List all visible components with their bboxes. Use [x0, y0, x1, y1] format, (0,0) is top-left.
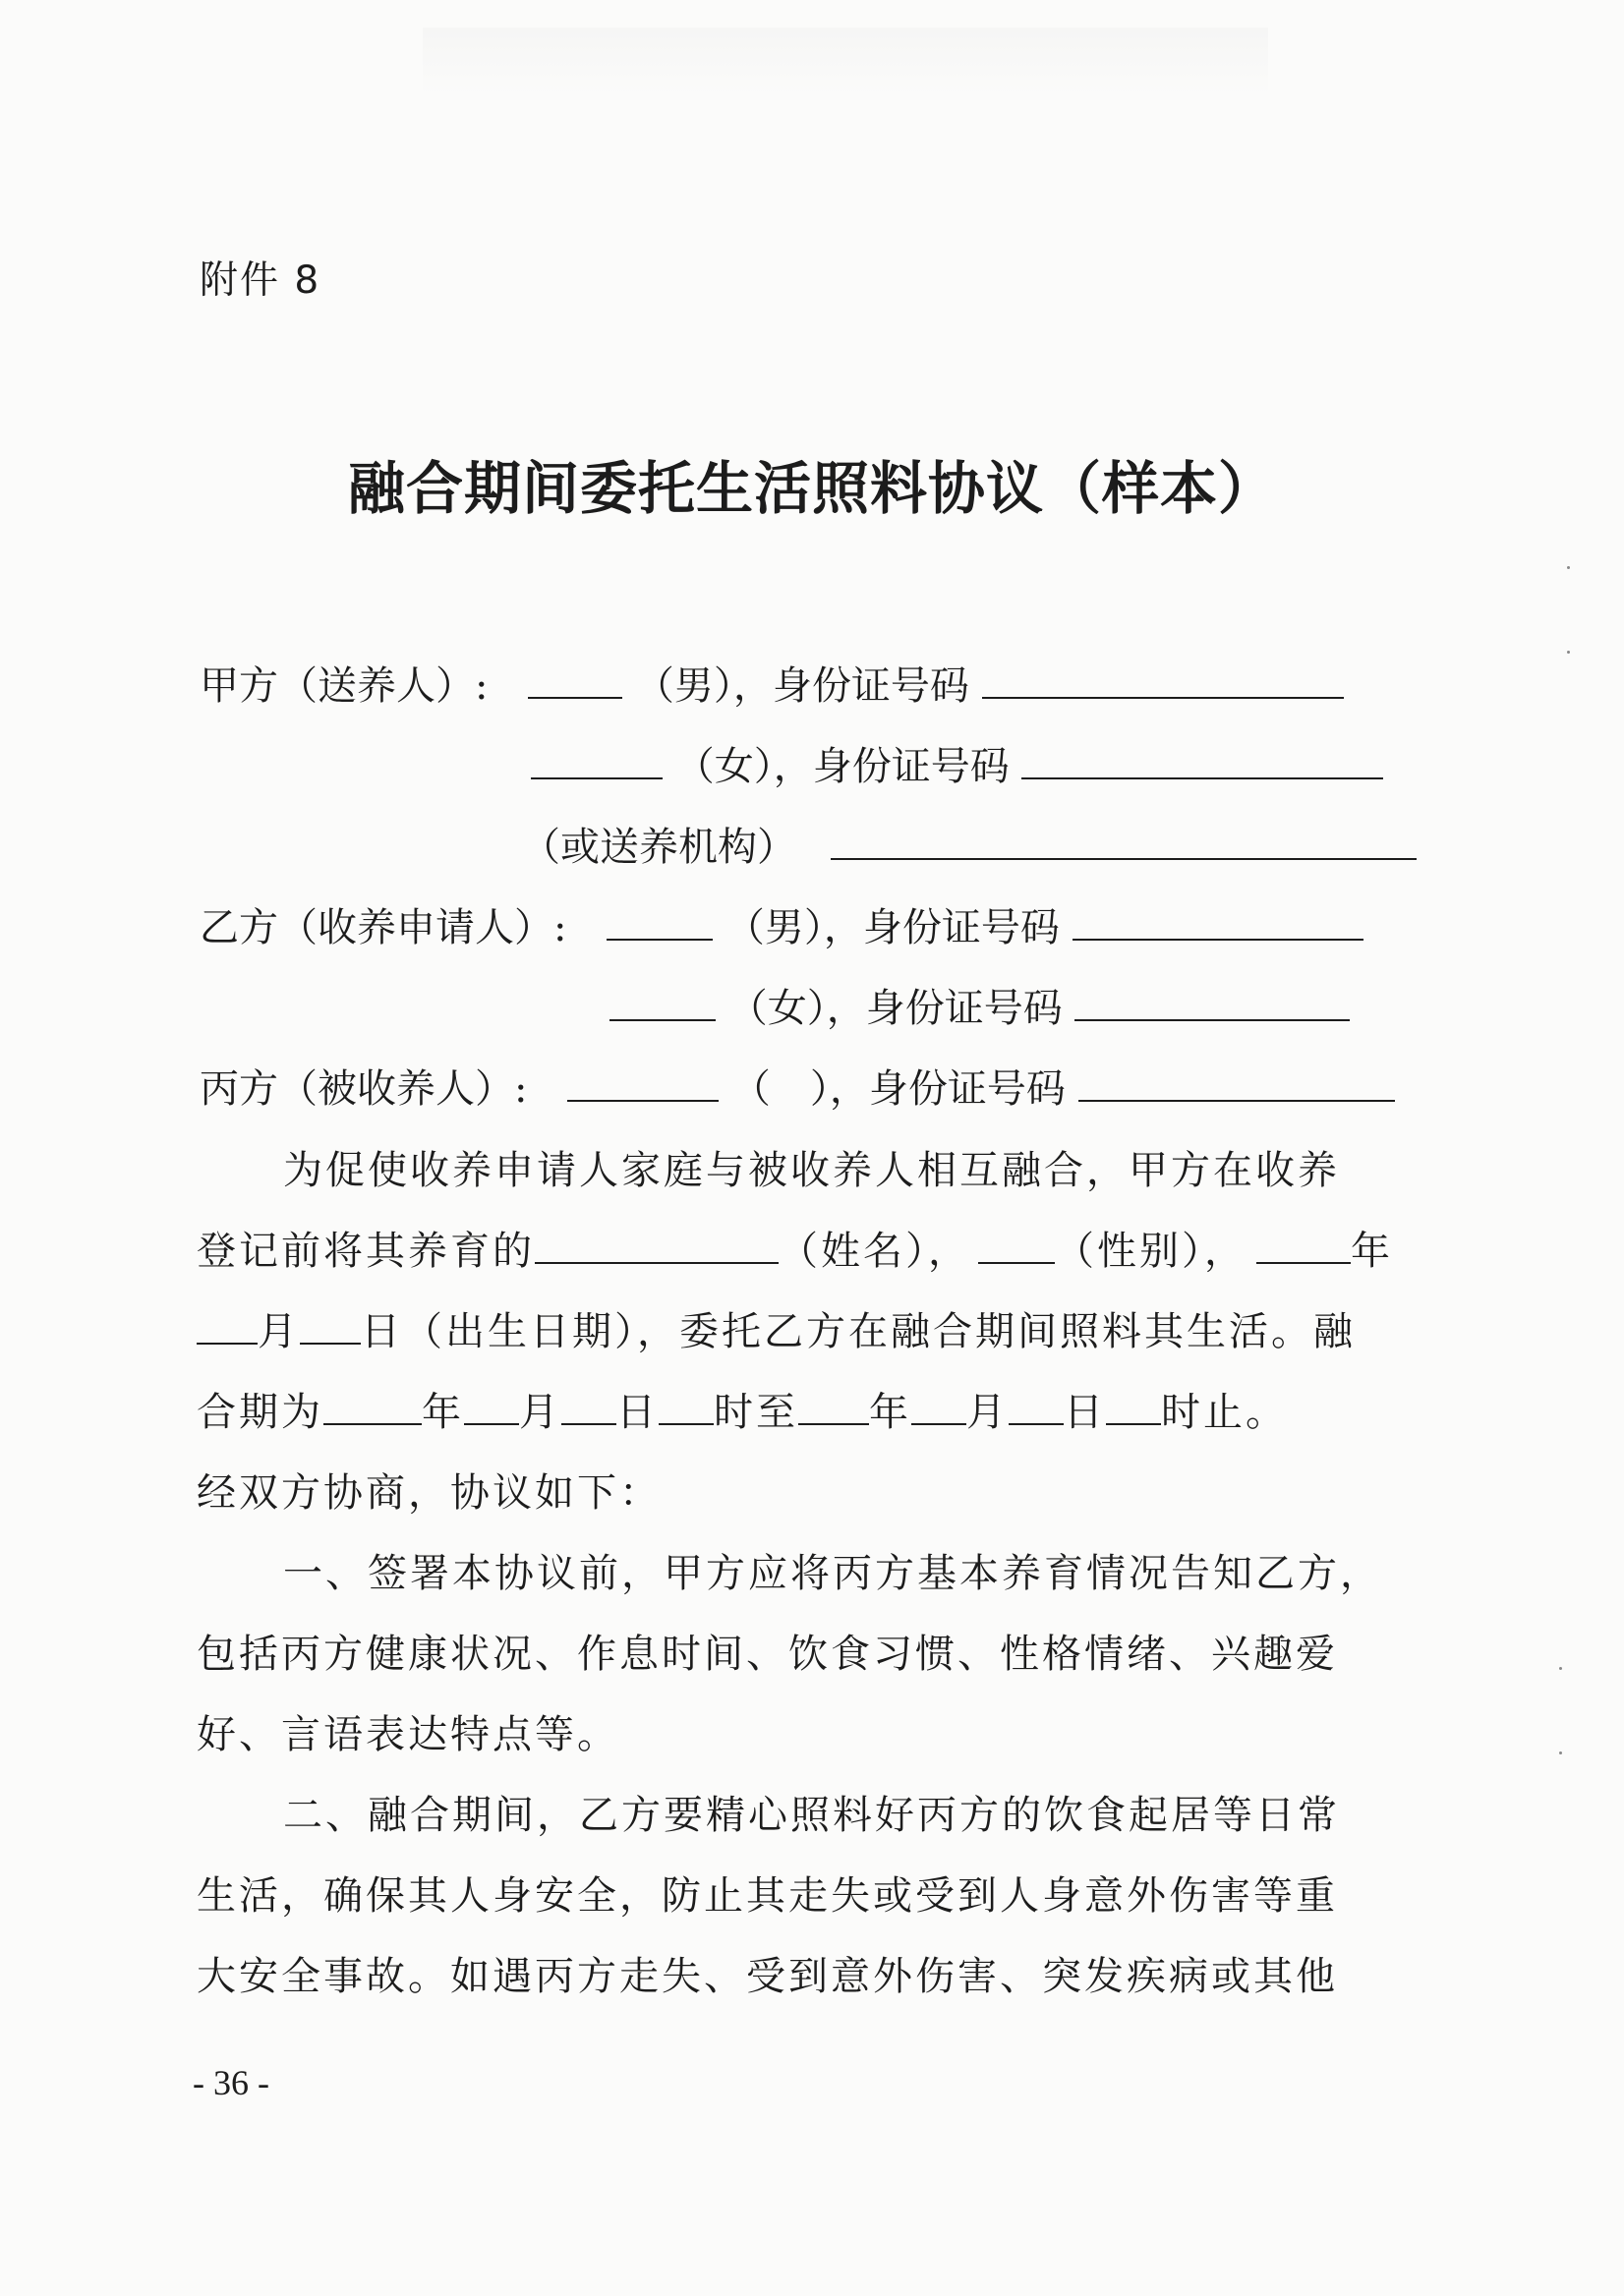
- intro-text: 月: [519, 1390, 561, 1435]
- party-b-row: [200, 898, 1363, 957]
- birth-year-blank[interactable]: [1256, 1261, 1351, 1264]
- party-c-label: 丙方（被收养人）:: [200, 1066, 528, 1112]
- start-month-blank[interactable]: [464, 1422, 519, 1425]
- intro-text: （姓名），: [779, 1229, 970, 1274]
- intro-line-4: [197, 1372, 1406, 1453]
- intro-text: 年: [869, 1390, 911, 1435]
- end-hour-blank[interactable]: [1106, 1422, 1161, 1425]
- party-c-row: [200, 1060, 1395, 1119]
- scan-speck: [1559, 1667, 1562, 1670]
- child-gender-blank[interactable]: [978, 1261, 1055, 1264]
- party-a-org-label: （或送养机构）: [521, 825, 796, 870]
- party-b-label: 乙方（收养申请人）:: [200, 905, 567, 950]
- party-b-female-row: [609, 979, 1350, 1038]
- clause-2-line-2: 生活，确保其人身安全，防止其走失或受到人身意外伤害等重: [197, 1873, 1338, 1919]
- end-year-blank[interactable]: [798, 1422, 869, 1425]
- party-a-female-id-blank[interactable]: [1021, 775, 1383, 779]
- start-hour-blank[interactable]: [659, 1422, 714, 1425]
- intro-line-3: [197, 1292, 1406, 1372]
- intro-text: 年: [422, 1390, 464, 1435]
- scan-speck: [1567, 651, 1570, 654]
- intro-line-5: 经双方协商，协议如下：: [197, 1470, 662, 1516]
- party-a-male-id-label: （男），身份证号码: [634, 663, 969, 709]
- party-c-name-blank[interactable]: [567, 1098, 719, 1102]
- party-a-female-name-blank[interactable]: [531, 775, 663, 779]
- clause-1: [197, 1533, 1406, 1775]
- intro-text: 月: [966, 1390, 1009, 1435]
- party-a-row: [200, 657, 1344, 716]
- intro-text: 年: [1351, 1229, 1393, 1274]
- party-c-id-label: （ ），身份证号码: [730, 1066, 1066, 1112]
- intro-text: 合期为: [197, 1390, 323, 1435]
- clause-1-line-3: 好、言语表达特点等。: [197, 1712, 619, 1757]
- birth-day-blank[interactable]: [300, 1342, 361, 1345]
- intro-text: 日（出生日期），委托乙方在融合期间照料其生活。融: [361, 1309, 1356, 1354]
- end-day-blank[interactable]: [1009, 1422, 1064, 1425]
- party-a-org-row: [521, 818, 1417, 877]
- intro-text: 日: [616, 1390, 659, 1435]
- party-a-female-row: [531, 737, 1383, 796]
- party-c-id-blank[interactable]: [1078, 1098, 1395, 1102]
- intro-text: 登记前将其养育的: [197, 1229, 535, 1274]
- party-b-female-id-blank[interactable]: [1074, 1017, 1350, 1021]
- party-a-label: 甲方（送养人）:: [200, 663, 489, 709]
- party-b-male-name-blank[interactable]: [607, 937, 713, 941]
- child-name-blank[interactable]: [535, 1261, 779, 1264]
- scan-speck: [1567, 566, 1570, 569]
- clause-2-line-1: 二、融合期间，乙方要精心照料好丙方的饮食起居等日常: [283, 1793, 1340, 1838]
- intro-paragraph: [197, 1130, 1406, 1533]
- intro-text: （性别），: [1055, 1229, 1247, 1274]
- clause-2-line-3: 大安全事故。如遇丙方走失、受到意外伤害、突发疾病或其他: [197, 1954, 1338, 1999]
- party-a-female-id-label: （女），身份证号码: [674, 744, 1010, 789]
- start-day-blank[interactable]: [561, 1422, 616, 1425]
- clause-1-line-2: 包括丙方健康状况、作息时间、饮食习惯、性格情绪、兴趣爱: [197, 1632, 1338, 1677]
- party-b-female-id-label: （女），身份证号码: [727, 986, 1063, 1031]
- party-a-male-id-blank[interactable]: [982, 695, 1344, 699]
- scan-shadow: [423, 28, 1268, 96]
- scan-speck: [1559, 1751, 1562, 1754]
- party-a-male-name-blank[interactable]: [528, 695, 622, 699]
- clause-2: [197, 1775, 1406, 2017]
- party-b-male-id-label: （男），身份证号码: [725, 905, 1060, 950]
- attachment-label: 附件 8: [200, 258, 321, 303]
- intro-line-2: [197, 1211, 1406, 1292]
- end-month-blank[interactable]: [911, 1422, 966, 1425]
- page-number: - 36 -: [193, 2063, 269, 2102]
- clause-1-line-1: 一、签署本协议前，甲方应将丙方基本养育情况告知乙方，: [283, 1551, 1382, 1596]
- intro-text: 日: [1064, 1390, 1106, 1435]
- start-year-blank[interactable]: [323, 1422, 422, 1425]
- intro-text: 时至: [714, 1390, 798, 1435]
- birth-month-blank[interactable]: [197, 1342, 258, 1345]
- party-b-male-id-blank[interactable]: [1073, 937, 1363, 941]
- intro-text: 时止。: [1161, 1390, 1288, 1435]
- intro-text: 月: [258, 1309, 300, 1354]
- party-a-org-blank[interactable]: [831, 856, 1417, 860]
- intro-line-1: 为促使收养申请人家庭与被收养人相互融合，甲方在收养: [283, 1148, 1340, 1193]
- party-b-female-name-blank[interactable]: [609, 1017, 716, 1021]
- document-title: 融合期间委托生活照料协议（样本）: [347, 455, 1276, 522]
